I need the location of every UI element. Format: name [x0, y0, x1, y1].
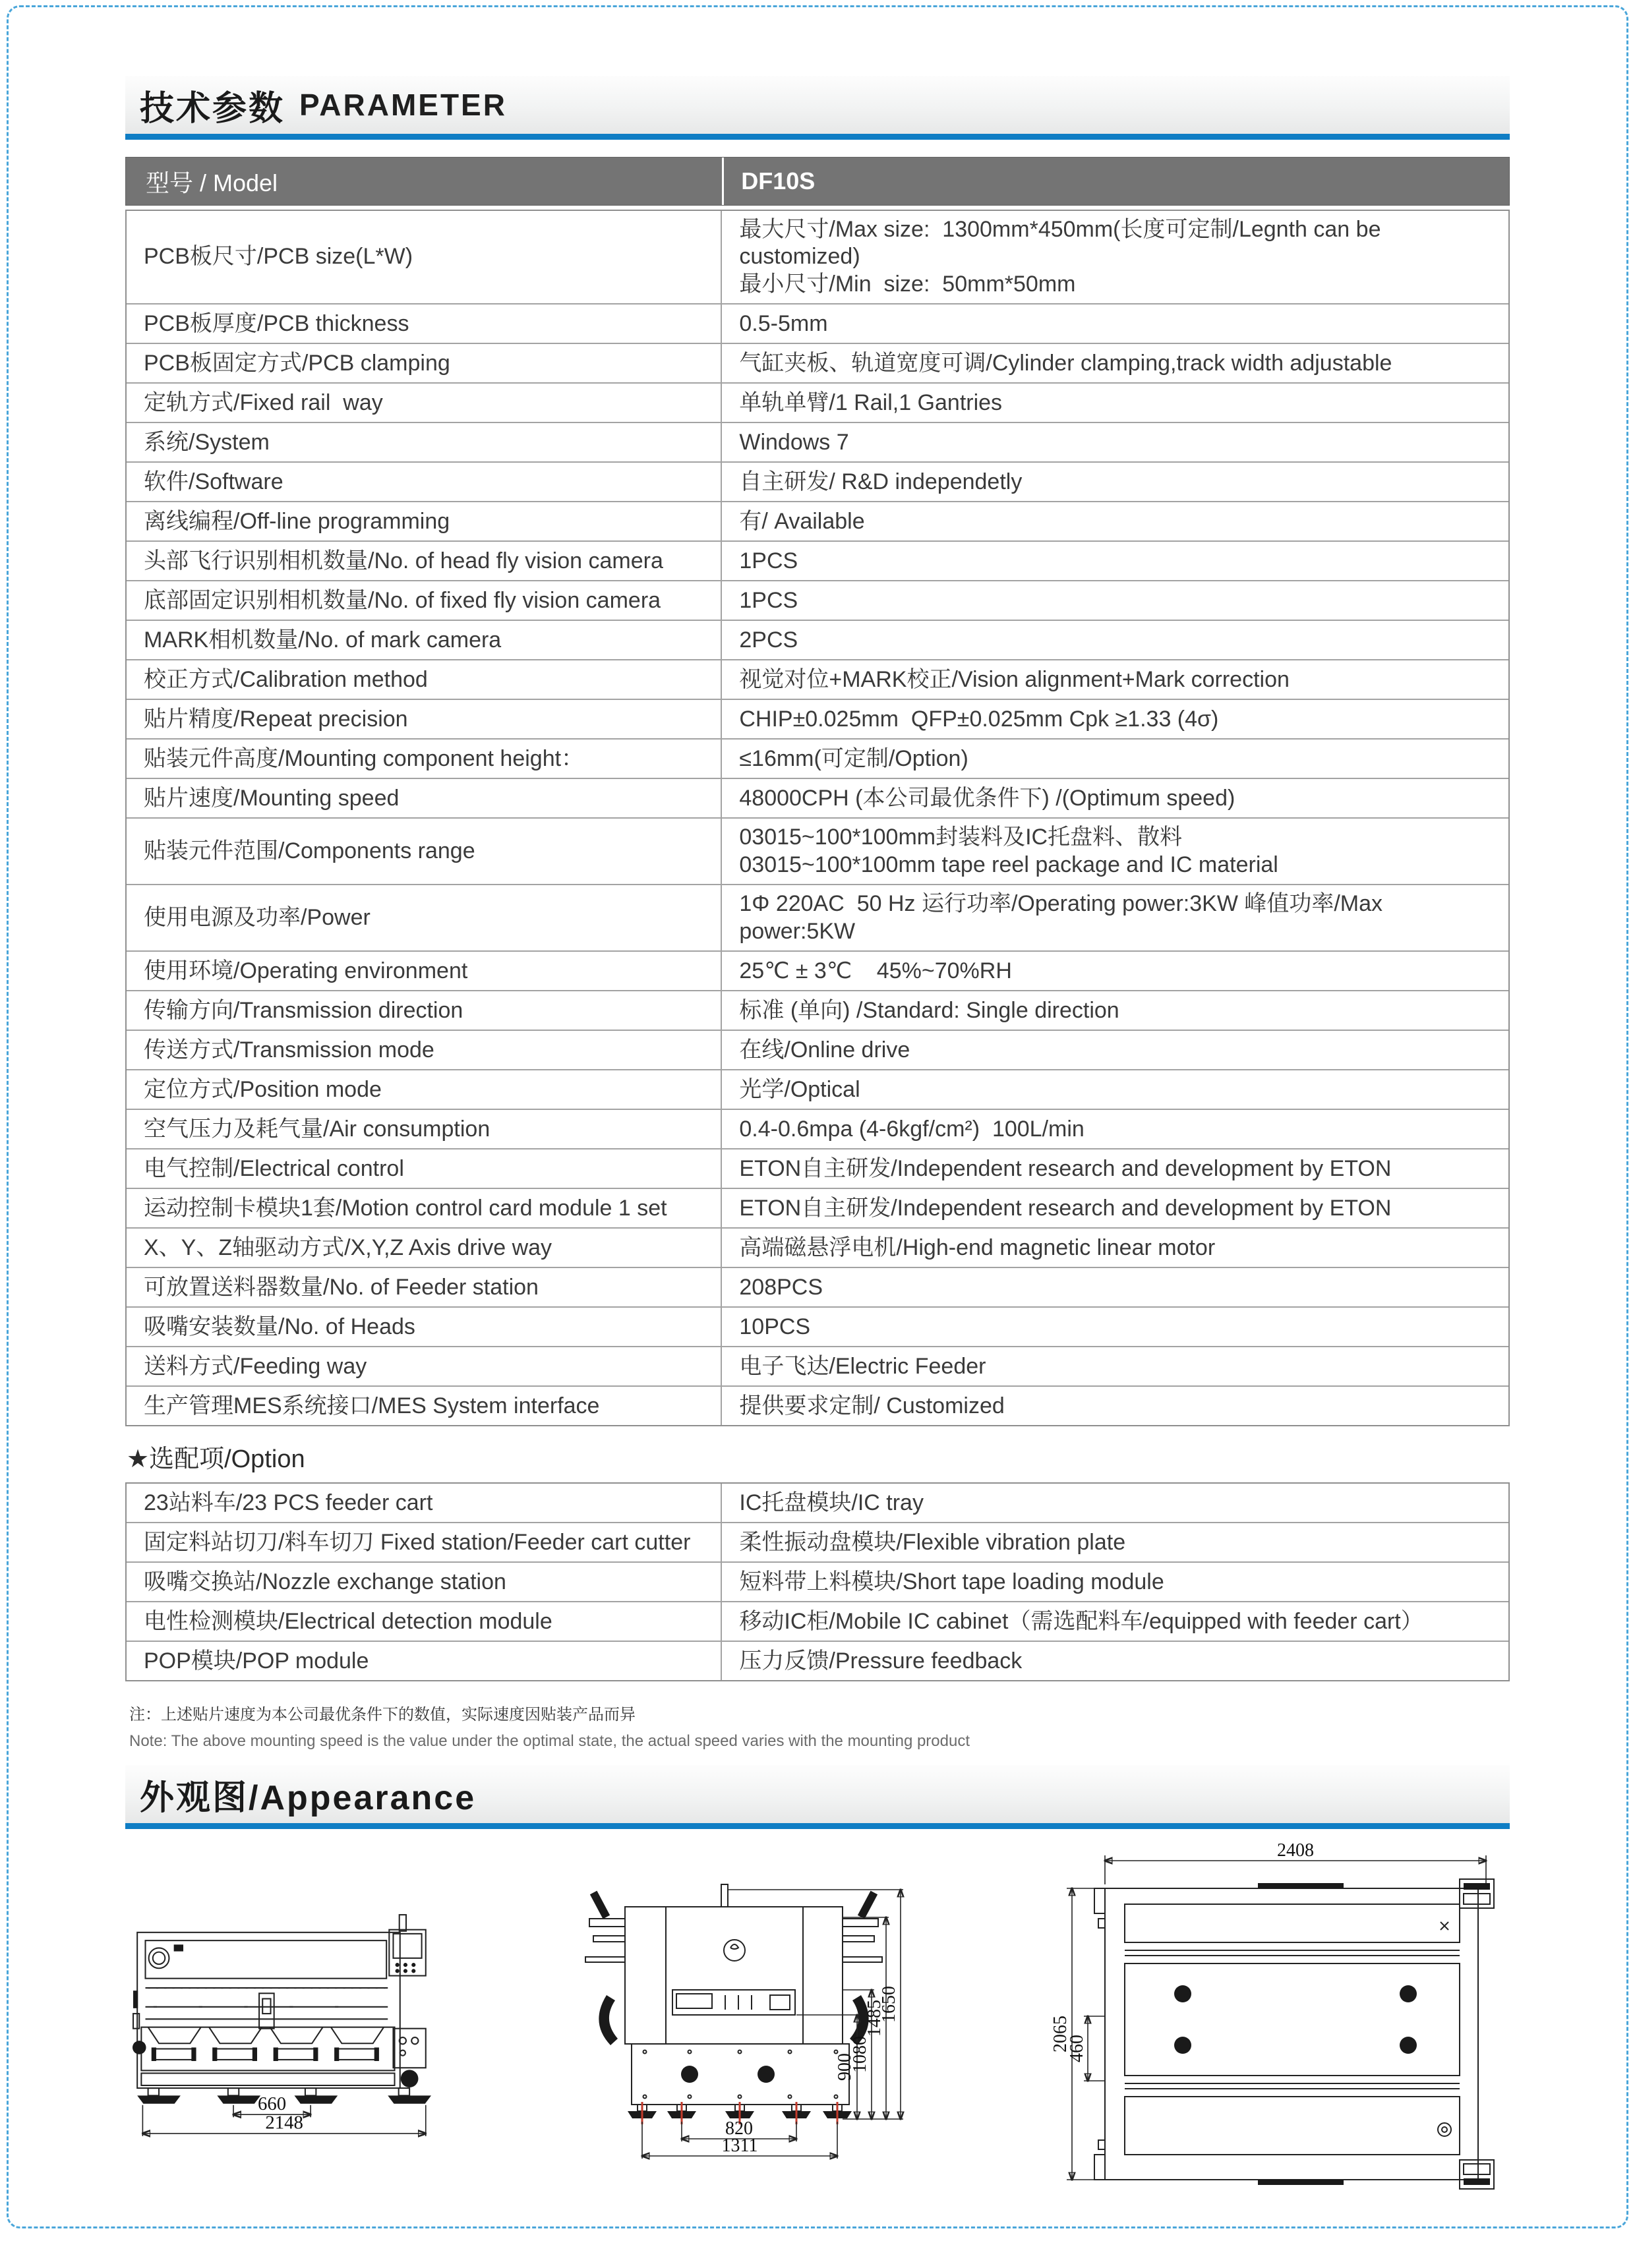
spec-label: 运动控制卡模块1套/Motion control card module 1 set	[127, 1189, 722, 1227]
dim-label-side-h-body: 1080	[850, 2036, 870, 2074]
spec-value: 光学/Optical	[739, 1076, 860, 1102]
spec-label: 贴片速度/Mounting speed	[127, 779, 722, 817]
table-row	[127, 422, 1508, 461]
spec-label: 软件/Software	[127, 463, 722, 501]
front-machine-outline	[133, 1915, 426, 2088]
table-row	[127, 1522, 1508, 1561]
table-row	[127, 461, 1508, 501]
table-row	[127, 1109, 1508, 1148]
spec-value: 提供要求定制/ Customized	[739, 1393, 1005, 1418]
spec-label: 贴装元件高度/Mounting component height：	[127, 740, 722, 778]
spec-value: 03015~100*100mm封装料及IC托盘料、散料 03015~100*100mm tape reel package and IC material	[739, 825, 1278, 877]
spec-label: X、Y、Z轴驱动方式/X,Y,Z Axis drive way	[127, 1229, 722, 1267]
table-row	[127, 501, 1508, 540]
table-row	[127, 950, 1508, 990]
spec-value: ETON自主研发/Independent research and development by ETON	[739, 1195, 1392, 1221]
dim-label-side-feet: 820	[725, 2118, 753, 2139]
spec-value: 标准 (单向) /Standard: Single direction	[739, 997, 1119, 1023]
spec-label: 传送方式/Transmission mode	[127, 1031, 722, 1069]
table-row	[127, 1306, 1508, 1346]
spec-label: 空气压力及耗气量/Air consumption	[127, 1110, 722, 1148]
spec-value: 单轨单臂/1 Rail,1 Gantries	[739, 390, 1003, 415]
top-view-drawing	[1050, 1840, 1504, 2192]
table-row	[127, 620, 1508, 659]
table-row	[127, 1484, 1508, 1522]
appearance-title: 外观图/Appearance	[140, 1778, 477, 1817]
spec-value: 1Φ 220AC 50 Hz 运行功率/Operating power:3KW 峰值功率/Max power:5KW	[739, 891, 1389, 944]
spec-value: 25℃ ± 3℃ 45%~70%RH	[739, 958, 1012, 983]
note-en: Note: The above mounting speed is the value under the optimal state, the actual speed varies with the mounting product	[129, 1732, 970, 1751]
table-header-row	[125, 157, 1510, 206]
spec-value: 最大尺寸/Max size: 1300mm*450mm(长度可定制/Legnth can be customized) 最小尺寸/Min size: 50mm*50mm	[739, 217, 1381, 297]
parameter-table	[125, 210, 1510, 1426]
table-row	[127, 382, 1508, 422]
table-row	[127, 211, 1508, 303]
table-row	[127, 1188, 1508, 1227]
option-section-title: ★选配项/Option	[127, 1445, 305, 1474]
spec-label: 离线编程/Off-line programming	[127, 502, 722, 540]
table-row	[127, 1601, 1508, 1641]
spec-value: 208PCS	[739, 1274, 823, 1300]
dim-label-top-width: 2408	[1277, 1840, 1314, 1861]
dim-label-side-h-upper: 1485	[864, 2000, 885, 2037]
dim-label-front-overall: 2148	[265, 2112, 303, 2134]
table-row	[127, 884, 1508, 950]
table-row	[127, 1030, 1508, 1069]
table-row	[127, 1346, 1508, 1385]
side-view-drawing	[584, 1879, 914, 2163]
spec-value: CHIP±0.025mm QFP±0.025mm Cpk ≥1.33 (4σ)	[739, 706, 1219, 732]
spec-label: 固定料站切刀/料车切刀 Fixed station/Feeder cart cutter	[127, 1523, 722, 1561]
table-row	[127, 1148, 1508, 1188]
front-dimensions	[142, 2093, 425, 2136]
spec-value: 在线/Online drive	[739, 1037, 910, 1062]
spec-value: 自主研发/ R&D independetly	[739, 469, 1023, 494]
spec-value: ETON自主研发/Independent research and development by ETON	[739, 1155, 1392, 1181]
spec-label: PCB板尺寸/PCB size(L*W)	[127, 211, 722, 303]
spec-value: 气缸夹板、轨道宽度可调/Cylinder clamping,track width adjustable	[739, 350, 1392, 376]
table-row	[127, 580, 1508, 620]
table-row	[127, 1267, 1508, 1306]
spec-label: 系统/System	[127, 423, 722, 461]
spec-label: 吸嘴安装数量/No. of Heads	[127, 1308, 722, 1346]
spec-label: 定位方式/Position mode	[127, 1070, 722, 1109]
table-row	[127, 659, 1508, 699]
table-row	[127, 1227, 1508, 1267]
spec-value: Windows 7	[739, 429, 849, 455]
spec-label: 使用环境/Operating environment	[127, 952, 722, 990]
table-row	[127, 817, 1508, 884]
spec-label: 电气控制/Electrical control	[127, 1149, 722, 1188]
option-table	[125, 1482, 1510, 1681]
spec-label: POP模块/POP module	[127, 1642, 722, 1680]
spec-value: ≤16mm(可定制/Option)	[739, 745, 968, 771]
spec-label: PCB板厚度/PCB thickness	[127, 305, 722, 343]
side-left-feeder	[585, 1891, 625, 2045]
table-row	[127, 1561, 1508, 1601]
spec-value: 视觉对位+MARK校正/Vision alignment+Mark correction	[739, 666, 1290, 692]
model-header-value: DF10S	[722, 158, 1509, 205]
note-zh: 注：上述贴片速度为本公司最优条件下的数值，实际速度因贴装产品而异	[129, 1706, 636, 1724]
spec-label: 贴装元件范围/Components range	[127, 819, 722, 884]
spec-label: 定轨方式/Fixed rail way	[127, 384, 722, 422]
table-row	[127, 738, 1508, 778]
footnotes	[125, 1701, 1510, 1751]
table-row	[127, 540, 1508, 580]
appearance-section-banner	[125, 1765, 1510, 1829]
spec-label: 可放置送料器数量/No. of Feeder station	[127, 1268, 722, 1306]
parameter-section-banner	[125, 76, 1510, 140]
spec-value: 压力反馈/Pressure feedback	[739, 1648, 1023, 1673]
dim-label-side-h-total: 1650	[879, 1986, 899, 2023]
dim-label-top-rail: 460	[1067, 2035, 1087, 2063]
spec-value: 短料带上料模块/Short tape loading module	[739, 1569, 1164, 1594]
spec-value: 0.4-0.6mpa (4-6kgf/cm²) 100L/min	[739, 1116, 1085, 1142]
table-row	[127, 699, 1508, 738]
spec-label: 贴片精度/Repeat precision	[127, 700, 722, 738]
spec-value: 电子飞达/Electric Feeder	[739, 1353, 986, 1379]
spec-label: 送料方式/Feeding way	[127, 1347, 722, 1385]
table-row	[127, 303, 1508, 343]
top-dimensions	[1050, 1840, 1486, 2180]
spec-label: PCB板固定方式/PCB clamping	[127, 344, 722, 382]
appearance-drawings	[125, 1840, 1510, 2268]
spec-label: 底部固定识别相机数量/No. of fixed fly vision camera	[127, 581, 722, 620]
front-hoppers	[148, 2027, 384, 2061]
spec-value: 1PCS	[739, 548, 798, 573]
dim-label-front-feet: 660	[258, 2093, 287, 2115]
spec-value: 高端磁悬浮电机/High-end magnetic linear motor	[739, 1235, 1216, 1260]
spec-value: 柔性振动盘模块/Flexible vibration plate	[739, 1529, 1126, 1555]
top-machine-outline	[1094, 1879, 1494, 2189]
spec-value: 2PCS	[739, 627, 798, 653]
spec-label: MARK相机数量/No. of mark camera	[127, 621, 722, 659]
dim-label-top-depth: 2065	[1050, 2016, 1071, 2053]
spec-value: 移动IC柜/Mobile IC cabinet（需选配料车/equipped with feeder cart）	[739, 1608, 1423, 1634]
table-row	[127, 1069, 1508, 1109]
dim-label-side-overall: 1311	[721, 2136, 758, 2157]
spec-value: 0.5-5mm	[739, 310, 828, 336]
table-row	[127, 1641, 1508, 1680]
dim-label-side-h-rail: 900	[835, 2053, 855, 2081]
spec-label: 吸嘴交换站/Nozzle exchange station	[127, 1563, 722, 1601]
spec-label: 校正方式/Calibration method	[127, 660, 722, 699]
table-row	[127, 343, 1508, 382]
spec-value: 48000CPH (本公司最优条件下) /(Optimum speed)	[739, 785, 1235, 811]
spec-label: 使用电源及功率/Power	[127, 885, 722, 950]
spec-value: 1PCS	[739, 587, 798, 613]
spec-label: 23站料车/23 PCS feeder cart	[127, 1484, 722, 1522]
table-row	[127, 990, 1508, 1030]
spec-label: 电性检测模块/Electrical detection module	[127, 1602, 722, 1641]
parameter-title-zh: 技术参数	[140, 89, 285, 128]
table-row	[127, 1385, 1508, 1425]
table-row	[127, 778, 1508, 817]
spec-value: 有/ Available	[739, 508, 865, 534]
parameter-title-en: PARAMETER	[299, 88, 507, 122]
spec-value: 10PCS	[739, 1314, 811, 1339]
spec-label: 头部飞行识别相机数量/No. of head fly vision camera	[127, 542, 722, 580]
model-header-label: 型号 / Model	[146, 169, 278, 196]
front-view-drawing	[133, 1912, 431, 2138]
spec-label: 传输方向/Transmission direction	[127, 991, 722, 1030]
spec-label: 生产管理MES系统接口/MES System interface	[127, 1387, 722, 1425]
spec-value: IC托盘模块/IC tray	[739, 1490, 924, 1515]
page-content	[125, 0, 1510, 2268]
